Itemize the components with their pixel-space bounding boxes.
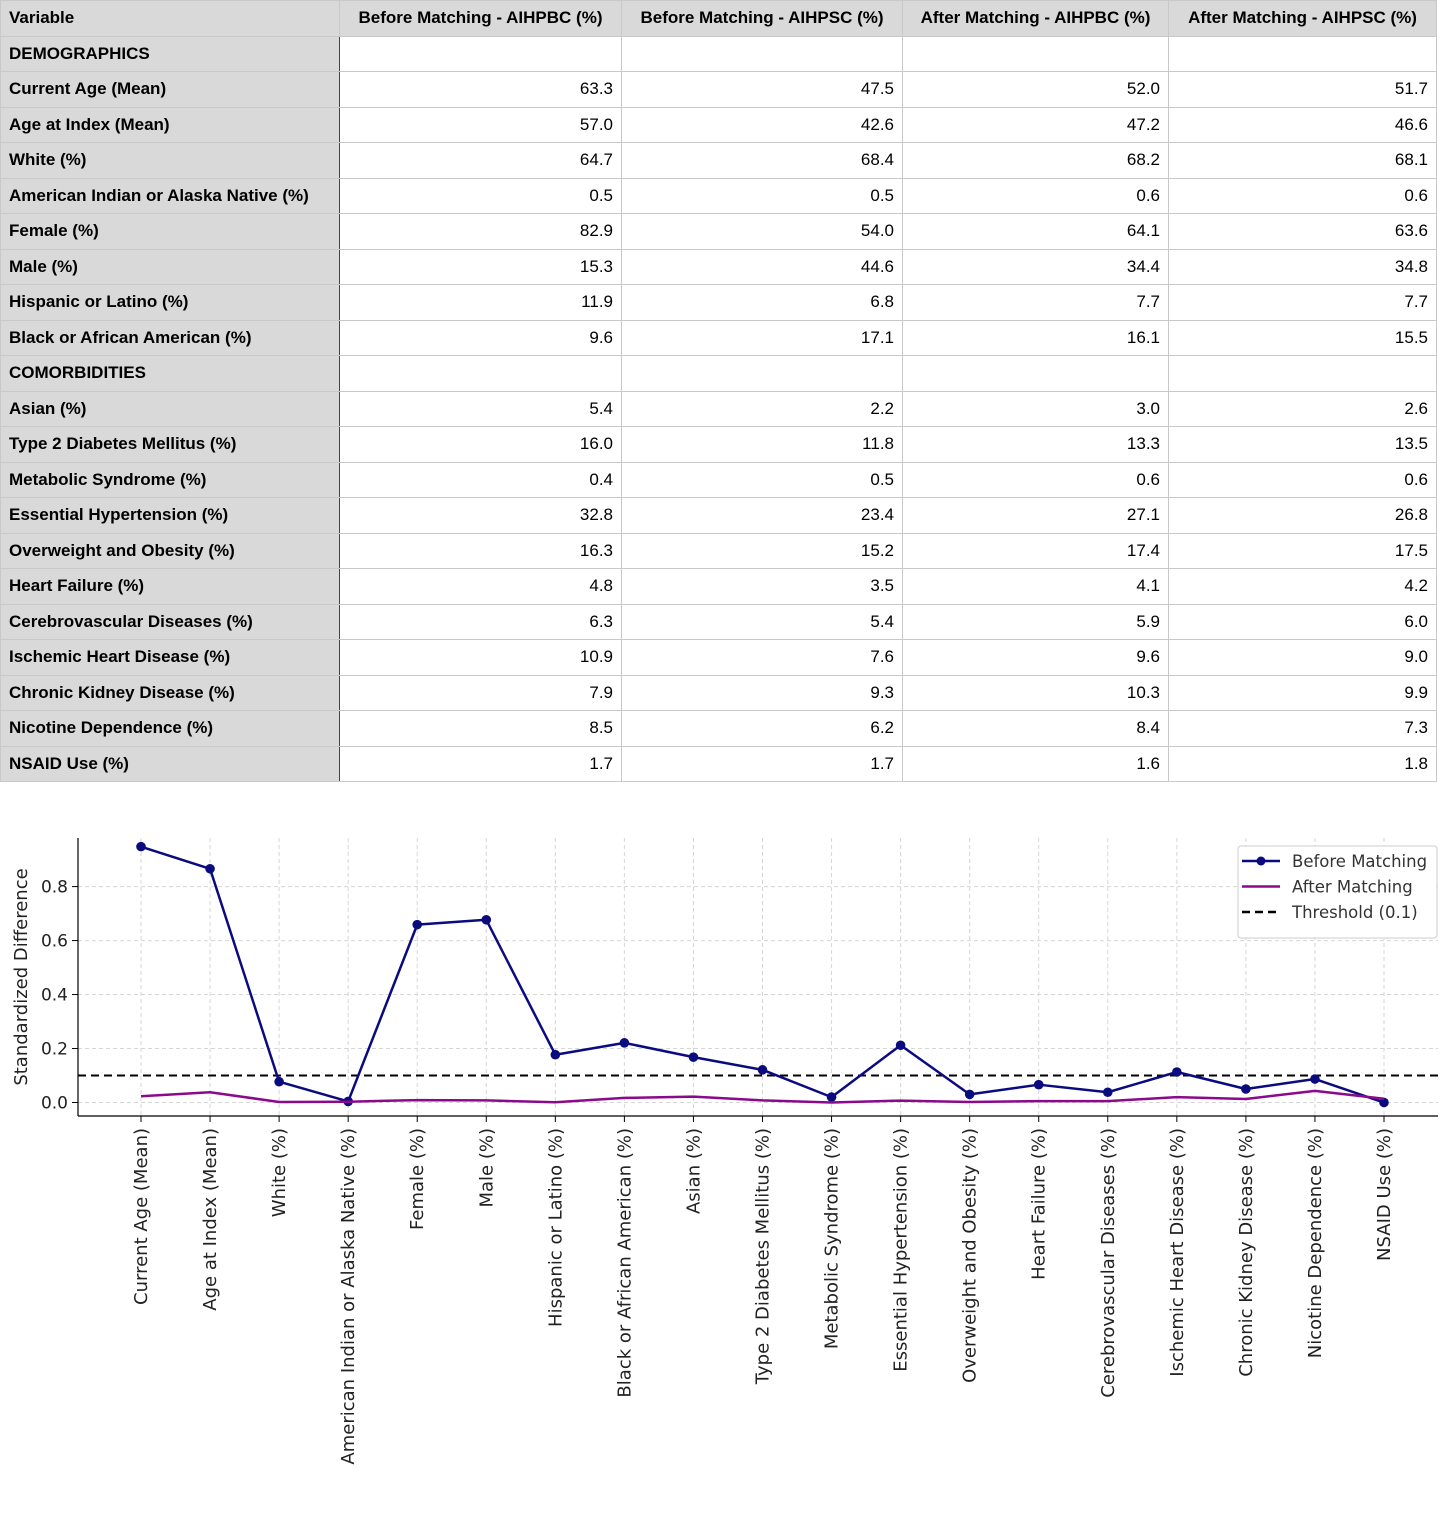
row-label: White (%) [1, 143, 340, 179]
cell-value: 9.3 [622, 675, 903, 711]
legend-label: After Matching [1292, 877, 1413, 897]
cell-value: 1.6 [903, 746, 1169, 782]
row-label: Metabolic Syndrome (%) [1, 462, 340, 498]
data-point [274, 1077, 284, 1087]
table-section-row [1, 36, 1437, 72]
row-label: Cerebrovascular Diseases (%) [1, 604, 340, 640]
row-label: Chronic Kidney Disease (%) [1, 675, 340, 711]
x-tick-label: Chronic Kidney Disease (%) [1235, 1128, 1257, 1377]
row-label: American Indian or Alaska Native (%) [1, 178, 340, 214]
table-row [1, 143, 1437, 179]
cell-value: 1.7 [622, 746, 903, 782]
table-row [1, 498, 1437, 534]
cell-value: 16.1 [903, 320, 1169, 356]
table-body [1, 36, 1437, 782]
table-row [1, 640, 1437, 676]
table-row [1, 711, 1437, 747]
cell-value: 13.5 [1169, 427, 1437, 463]
x-tick-label: Asian (%) [683, 1128, 705, 1215]
chart-grid [78, 838, 1438, 1116]
cell-value: 47.5 [622, 72, 903, 108]
y-tick-label: 0.2 [40, 1039, 68, 1060]
data-point [412, 920, 422, 930]
table-row [1, 604, 1437, 640]
cell-value: 7.9 [340, 675, 622, 711]
cell-value: 3.5 [622, 569, 903, 605]
x-tick-label: Heart Failure (%) [1028, 1128, 1050, 1280]
cell-value: 9.0 [1169, 640, 1437, 676]
cell-value: 5.4 [622, 604, 903, 640]
cell-value [903, 356, 1169, 392]
data-point [1241, 1084, 1251, 1094]
table-header-row [1, 1, 1437, 37]
cell-value: 17.1 [622, 320, 903, 356]
cell-value: 7.6 [622, 640, 903, 676]
table-row [1, 320, 1437, 356]
row-label: Female (%) [1, 214, 340, 250]
cell-value: 15.5 [1169, 320, 1437, 356]
legend-marker [1257, 857, 1266, 866]
data-point [551, 1050, 561, 1060]
cell-value: 0.6 [1169, 178, 1437, 214]
table-row [1, 391, 1437, 427]
data-point [896, 1040, 906, 1050]
cell-value: 4.1 [903, 569, 1169, 605]
x-tick-label: White (%) [269, 1128, 291, 1218]
header-before-aihpsc: Before Matching - AIHPSC (%) [622, 1, 903, 37]
x-tick-label: NSAID Use (%) [1374, 1128, 1395, 1261]
row-label: Ischemic Heart Disease (%) [1, 640, 340, 676]
cell-value: 42.6 [622, 107, 903, 143]
table-row [1, 72, 1437, 108]
cell-value: 34.4 [903, 249, 1169, 285]
cell-value: 4.8 [340, 569, 622, 605]
x-tick-label: Overweight and Obesity (%) [959, 1128, 981, 1383]
cell-value: 7.7 [1169, 285, 1437, 321]
x-tick-label: Age at Index (Mean) [200, 1128, 222, 1311]
cell-value: 5.4 [340, 391, 622, 427]
cell-value: 9.6 [340, 320, 622, 356]
table-row [1, 675, 1437, 711]
cell-value [1169, 36, 1437, 72]
chart-series [78, 842, 1438, 1107]
row-label: Essential Hypertension (%) [1, 498, 340, 534]
cell-value: 2.6 [1169, 391, 1437, 427]
cell-value: 46.6 [1169, 107, 1437, 143]
data-point [1310, 1074, 1320, 1084]
cell-value: 0.5 [340, 178, 622, 214]
row-label: Hispanic or Latino (%) [1, 285, 340, 321]
cell-value: 1.8 [1169, 746, 1437, 782]
chart-axes [11, 838, 1438, 1465]
cell-value: 6.3 [340, 604, 622, 640]
x-tick-label: Black or African American (%) [614, 1128, 636, 1398]
header-after-aihpsc: After Matching - AIHPSC (%) [1169, 1, 1437, 37]
data-point [136, 842, 146, 852]
row-label: Age at Index (Mean) [1, 107, 340, 143]
row-label: Type 2 Diabetes Mellitus (%) [1, 427, 340, 463]
cell-value: 11.8 [622, 427, 903, 463]
table-row [1, 569, 1437, 605]
cell-value: 64.7 [340, 143, 622, 179]
cell-value: 2.2 [622, 391, 903, 427]
header-after-aihpbc: After Matching - AIHPBC (%) [903, 1, 1169, 37]
row-label: Asian (%) [1, 391, 340, 427]
x-tick-label: Female (%) [407, 1128, 429, 1230]
y-axis-label: Standardized Difference [11, 868, 32, 1086]
cell-value: 27.1 [903, 498, 1169, 534]
cell-value: 3.0 [903, 391, 1169, 427]
cell-value: 16.3 [340, 533, 622, 569]
cell-value [340, 36, 622, 72]
cell-value [622, 36, 903, 72]
cell-value: 23.4 [622, 498, 903, 534]
row-label: NSAID Use (%) [1, 746, 340, 782]
y-tick-label: 0.8 [40, 877, 68, 898]
table-row [1, 107, 1437, 143]
cell-value: 10.9 [340, 640, 622, 676]
cell-value: 0.6 [1169, 462, 1437, 498]
cell-value: 7.3 [1169, 711, 1437, 747]
chart-legend [1238, 846, 1437, 938]
row-label: Heart Failure (%) [1, 569, 340, 605]
cell-value: 10.3 [903, 675, 1169, 711]
data-point [1034, 1080, 1044, 1090]
data-point [1103, 1087, 1113, 1097]
table-row [1, 746, 1437, 782]
cell-value: 0.4 [340, 462, 622, 498]
cell-value: 1.7 [340, 746, 622, 782]
table-row [1, 214, 1437, 250]
cell-value: 51.7 [1169, 72, 1437, 108]
cell-value: 9.9 [1169, 675, 1437, 711]
row-label: COMORBIDITIES [1, 356, 340, 392]
y-tick-label: 0.0 [40, 1093, 68, 1114]
table-row [1, 462, 1437, 498]
x-tick-label: Type 2 Diabetes Mellitus (%) [752, 1128, 774, 1385]
x-tick-label: Metabolic Syndrome (%) [821, 1128, 843, 1350]
table-section-row [1, 356, 1437, 392]
cell-value: 8.4 [903, 711, 1169, 747]
cell-value: 6.0 [1169, 604, 1437, 640]
cell-value [1169, 356, 1437, 392]
x-tick-label: Current Age (Mean) [131, 1128, 152, 1305]
row-label: Nicotine Dependence (%) [1, 711, 340, 747]
cell-value: 8.5 [340, 711, 622, 747]
header-before-aihpbc: Before Matching - AIHPBC (%) [340, 1, 622, 37]
table-row [1, 249, 1437, 285]
cell-value: 6.2 [622, 711, 903, 747]
cell-value: 54.0 [622, 214, 903, 250]
cell-value: 64.1 [903, 214, 1169, 250]
cell-value: 4.2 [1169, 569, 1437, 605]
data-point [758, 1065, 768, 1075]
cell-value: 7.7 [903, 285, 1169, 321]
cell-value [340, 356, 622, 392]
row-label: DEMOGRAPHICS [1, 36, 340, 72]
data-point [689, 1052, 699, 1062]
cell-value: 57.0 [340, 107, 622, 143]
y-tick-label: 0.4 [40, 985, 68, 1006]
cell-value [903, 36, 1169, 72]
cell-value: 82.9 [340, 214, 622, 250]
cell-value: 26.8 [1169, 498, 1437, 534]
cell-value: 44.6 [622, 249, 903, 285]
cell-value: 32.8 [340, 498, 622, 534]
x-tick-label: Nicotine Dependence (%) [1304, 1128, 1326, 1359]
cell-value: 63.6 [1169, 214, 1437, 250]
table-row [1, 533, 1437, 569]
cell-value: 16.0 [340, 427, 622, 463]
cell-value: 9.6 [903, 640, 1169, 676]
row-label: Current Age (Mean) [1, 72, 340, 108]
cell-value: 11.9 [340, 285, 622, 321]
cell-value: 13.3 [903, 427, 1169, 463]
cell-value: 68.2 [903, 143, 1169, 179]
cell-value: 0.6 [903, 462, 1169, 498]
cell-value: 34.8 [1169, 249, 1437, 285]
cell-value: 0.5 [622, 462, 903, 498]
cell-value [622, 356, 903, 392]
data-point [620, 1038, 630, 1048]
cell-value: 17.4 [903, 533, 1169, 569]
cell-value: 68.4 [622, 143, 903, 179]
row-label: Male (%) [1, 249, 340, 285]
x-tick-label: American Indian or Alaska Native (%) [338, 1128, 360, 1465]
data-point [205, 864, 215, 874]
row-label: Overweight and Obesity (%) [1, 533, 340, 569]
row-label: Black or African American (%) [1, 320, 340, 356]
x-tick-label: Ischemic Heart Disease (%) [1166, 1128, 1188, 1377]
cell-value: 15.2 [622, 533, 903, 569]
x-tick-label: Male (%) [476, 1128, 498, 1208]
cell-value: 68.1 [1169, 143, 1437, 179]
data-point [827, 1092, 837, 1102]
cell-value: 17.5 [1169, 533, 1437, 569]
cell-value: 52.0 [903, 72, 1169, 108]
table-row [1, 178, 1437, 214]
data-point [481, 915, 491, 925]
cell-value: 6.8 [622, 285, 903, 321]
data-point [1172, 1067, 1182, 1077]
x-tick-label: Hispanic or Latino (%) [545, 1128, 567, 1327]
cell-value: 47.2 [903, 107, 1169, 143]
cell-value: 5.9 [903, 604, 1169, 640]
cell-value: 0.6 [903, 178, 1169, 214]
data-point [965, 1090, 975, 1100]
standardized-difference-chart [0, 810, 1440, 1515]
table-row [1, 427, 1437, 463]
x-tick-label: Cerebrovascular Diseases (%) [1097, 1128, 1119, 1398]
cell-value: 0.5 [622, 178, 903, 214]
table-row [1, 285, 1437, 321]
legend-label: Threshold (0.1) [1292, 903, 1418, 922]
y-tick-label: 0.6 [40, 931, 68, 952]
cell-value: 63.3 [340, 72, 622, 108]
x-tick-label: Essential Hypertension (%) [890, 1128, 912, 1372]
legend-label: Before Matching [1292, 852, 1428, 871]
cell-value: 15.3 [340, 249, 622, 285]
header-variable: Variable [1, 1, 340, 37]
